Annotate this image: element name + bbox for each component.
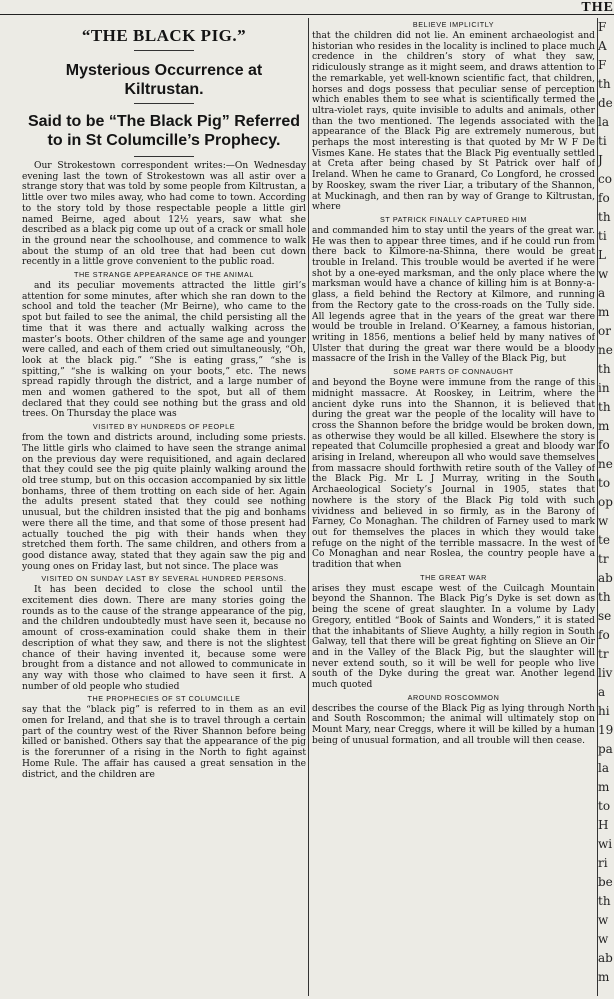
section-subheading: ST PATRICK FINALLY CAPTURED HIM — [380, 214, 527, 224]
edge-fragment: F — [598, 20, 607, 34]
edge-fragment: to — [598, 476, 611, 490]
edge-fragment: a — [598, 685, 606, 699]
edge-fragment: or — [598, 324, 611, 338]
subheading-divider — [134, 156, 194, 157]
article-paragraph: and commanded him to stay until the years of the great war. He was then to appear three times, and if he could run from there back to Kilmore-na-Shinna, there would be great trouble in Ireland. This trouble would be averted if he were shot by a one-eyed marksman, and the only place where the marksman would have a chance of killing him is at Bonny-a-glass, a field behind the Rectory at Kilmore, and running from the Rectory gate to the cross-roads on the Tully side. All legends agree that in the years of the great war there would be trouble in Ireland. O’Kearney, a famous historian, writing in 1856, mentions a belief held by many natives of Ulster that during the great war there would be a bloody massacre of the Irish in the Valley of the Black Pig, but — [312, 225, 595, 365]
edge-fragment: m — [598, 305, 610, 319]
article-subheading: Mysterious Occurrence at Kiltrustan. — [65, 62, 263, 98]
column-1-body — [22, 161, 306, 780]
edge-fragment: fo — [598, 191, 610, 205]
edge-fragment: ti — [598, 229, 607, 243]
subheading-divider — [134, 103, 194, 104]
edge-fragment: ri — [598, 856, 608, 870]
edge-fragment: ti — [598, 134, 607, 148]
edge-fragment: th — [598, 400, 611, 414]
edge-fragment: m — [598, 970, 610, 984]
edge-fragment: th — [598, 894, 611, 908]
section-subheading: VISITED ON SUNDAY LAST BY SEVERAL HUNDRED PERSONS. — [41, 574, 287, 584]
section-subheading: THE GREAT WAR — [420, 572, 487, 582]
article-paragraph: that the children did not lie. An eminent archaeologist and historian who resides in the locality is inclined to place much credence in the children’s story of what they saw, ridiculously strange as it might seem, and draws attention to the remarkable, yet well-known scientific fact, that children, horses and dogs possess that peculiar sense of perception which enables them to see what is scientifically termed the ultra-violet rays, quite invisible to adults and animals, other than the two mentioned. The legends associated with the appearance of the Black Pig are extremely numerous, but perhaps the most interesting is that quoted by Mr W F De Vismes Kane. He states that the Black Pig eventually settled at Creta after being chased by St Patrick over half of Ireland. When he came to Granard, Co Longford, he crossed by Rooskey, swam the river Liar, a tributary of the Shannon, at Muckinagh, and then ran by way of Grange to Kiltrustan, where — [312, 31, 595, 213]
edge-fragment: te — [598, 533, 610, 547]
masthead-fragment: THE — [581, 0, 614, 15]
article-paragraph: and beyond the Boyne were immune from the range of this midnight massacre. At Rooskey, in Leitrim, where the ancient dyke runs into the Shannon, it is believed that during the great war the people of the locality will have to cross the Shannon before the bridge would be broken down, as otherwise they would be all killed. Elsewhere the story is repeated that Columcille prophesied a great and bloody war arising in Ireland, whereupon all who would save themselves from massacre should forthwith retire south of the Valley of the Black Pig. Mr L J Murray, writing in the South Archaeological Society’s Journal in 1905, states that nowhere is the story of the Black Pig told with such vividness and believed in so firmly, as in the Barony of Farney, Co Monaghan. The children of Farney used to mark out for themselves the places in which they would take refuge on the night of the terrible massacre. In the west of Co Monaghan and near Roslea, the country people have a tradition that when — [312, 378, 595, 571]
edge-fragment: liv — [598, 666, 613, 680]
edge-fragment: w — [598, 514, 609, 528]
edge-fragment: th — [598, 590, 611, 604]
edge-fragment: a — [598, 286, 606, 300]
edge-fragment: L — [598, 248, 606, 262]
section-subheading: AROUND ROSCOMMON — [407, 692, 500, 702]
section-subheading: THE PROPHECIES OF ST COLUMCILLE — [87, 694, 241, 704]
edge-fragment: tr — [598, 647, 609, 661]
edge-fragment: be — [598, 875, 613, 889]
edge-fragment: in — [598, 381, 610, 395]
edge-fragment: 19 — [598, 723, 614, 737]
edge-fragment: w — [598, 913, 609, 927]
edge-fragment: op — [598, 495, 613, 509]
article-paragraph: arises they must escape west of the Cuilcagh Mountain beyond the Shannon. The Black Pig’s Dyke is set down as being the scene of great slaughter. In a volume by Lady Gregory, entitled “Book of Saints and Wonders,” it is stated that the inhabitants of Slieve Aughty, a hilly region in South Galway, tell that there will be great fighting on Slieve an Oir and in the Valley of the Black Pig, but the slaughter will never extend south, so it will be well for people who live south of the Dyke during the great war. Another legend much quoted — [312, 583, 595, 691]
edge-fragment: fo — [598, 628, 610, 642]
adjacent-column-edge — [598, 18, 614, 996]
edge-fragment: ab — [598, 951, 613, 965]
edge-fragment: m — [598, 780, 610, 794]
edge-fragment: se — [598, 609, 612, 623]
article-paragraph: describes the course of the Black Pig as lying through North and South Roscommon; the animal will ultimately stop on Mount Mary, near Creggs, where it will be killed by a human being of unusual formation, and all trouble will then cease. — [312, 703, 595, 746]
article-paragraph: from the town and districts around, including some priests. The little girls who claimed to have seen the strange animal on the previous day were requisitioned, and again declared that they could see the pig quite plainly walking around the old tree stump, but on this occasion accompanied by six little bonhams, three of them trotting on each side of her. Again the adults present stated that they could see nothing unusual, but the children insisted that the pig and bonhams were there all the time, and that some of those present had actually touched the pig with their hands when they stretched them forth. The same children, and others from a good distance away, stated that they again saw the pig and young ones on Friday last, but not since. The place was — [22, 433, 306, 572]
article-column-2 — [312, 18, 595, 996]
edge-fragment: th — [598, 362, 611, 376]
edge-fragment: la — [598, 115, 609, 129]
edge-fragment: hi — [598, 704, 610, 718]
edge-fragment: m — [598, 419, 610, 433]
article-paragraph: Our Strokestown correspondent writes:—On Wednesday evening last the town of Strokestown was all astir over a strange story that was told by some people from Kiltrustan, a little over two miles away, who had come to town. According to the story told by those respectable people a little girl named Beirne, aged about 12½ years, saw what she described as a black pig come up out of a crack or small hole in the ground near the schoolhouse, and commence to walk about the stump of an old tree that had been cut down recently in a little grove convenient to the public road. — [22, 161, 306, 268]
article-paragraph: and its peculiar movements attracted the little girl’s attention for some minutes, after which she ran down to the school and told the teacher (Mr Beirne), who came to the spot but failed to see the animal, the child persisting all the time that it was there and actually walking across the master’s boots. Other children of the same age and younger were called, and each of them cried out simultaneously, “Oh, look at the black pig.” “She is eating grass,” “she is spitting,” “she is walking on your boots,” etc. The news spread rapidly through the district, and a large number of men and women gathered to the spot, but all of them declared that they could see nothing but the grass and old trees. On Thursday the place was — [22, 281, 306, 420]
edge-fragment: de — [598, 96, 613, 110]
edge-fragment: ne — [598, 457, 613, 471]
edge-fragment: w — [598, 932, 609, 946]
article-paragraph: It has been decided to close the school until the excitement dies down. There are many stories going the rounds as to the cause of the strange appearance of the pig, and the children undoubtedly must have seen it, because no amount of cross-examination could shake them in their description of what they saw, and there is not the slightest chance of their having invented it, because some were brought from a distance and not allowed to communicate in any way with those who claimed to have seen it first. A number of old people who studied — [22, 585, 306, 692]
article-column-1 — [22, 18, 306, 996]
title-divider — [134, 50, 194, 51]
edge-fragment: th — [598, 77, 611, 91]
column-2-body — [312, 19, 595, 747]
edge-fragment: pa — [598, 742, 613, 756]
section-subheading: THE STRANGE APPEARANCE OF THE ANIMAL — [73, 270, 255, 280]
edge-fragment: th — [598, 210, 611, 224]
edge-fragment: to — [598, 799, 611, 813]
edge-fragment: la — [598, 761, 609, 775]
article-paragraph: say that the “black pig” is referred to in them as an evil omen for Ireland, and that she is to travel through a certain part of the country west of the River Shannon before being killed or banished. Others say that the appearance of the pig is the forerunner of a rising in the North to fight against Home Rule. The affair has caused a great sensation in the district, and the children are — [22, 705, 306, 780]
edge-fragment: ab — [598, 571, 613, 585]
article-title: “THE BLACK PIG.” — [81, 26, 247, 45]
edge-fragment: J — [598, 153, 603, 167]
edge-fragment: co — [598, 172, 612, 186]
top-border — [0, 0, 614, 15]
section-subheading: BELIEVE IMPLICITLY — [412, 20, 495, 29]
edge-fragment: tr — [598, 552, 609, 566]
edge-fragment: fo — [598, 438, 610, 452]
section-subheading: SOME PARTS OF CONNAUGHT — [393, 367, 514, 377]
edge-fragment: ne — [598, 343, 613, 357]
edge-fragment: H — [598, 818, 609, 832]
column-rule — [308, 18, 309, 996]
edge-fragment: F — [598, 58, 607, 72]
edge-fragment: w — [598, 267, 609, 281]
edge-fragment: wi — [598, 837, 613, 851]
article-subheading-2: Said to be “The Black Pig” Referred to in St Columcille’s Prophecy. — [27, 113, 301, 149]
edge-fragment: A — [598, 39, 607, 53]
section-subheading: VISITED BY HUNDREDS OF PEOPLE — [92, 422, 236, 432]
